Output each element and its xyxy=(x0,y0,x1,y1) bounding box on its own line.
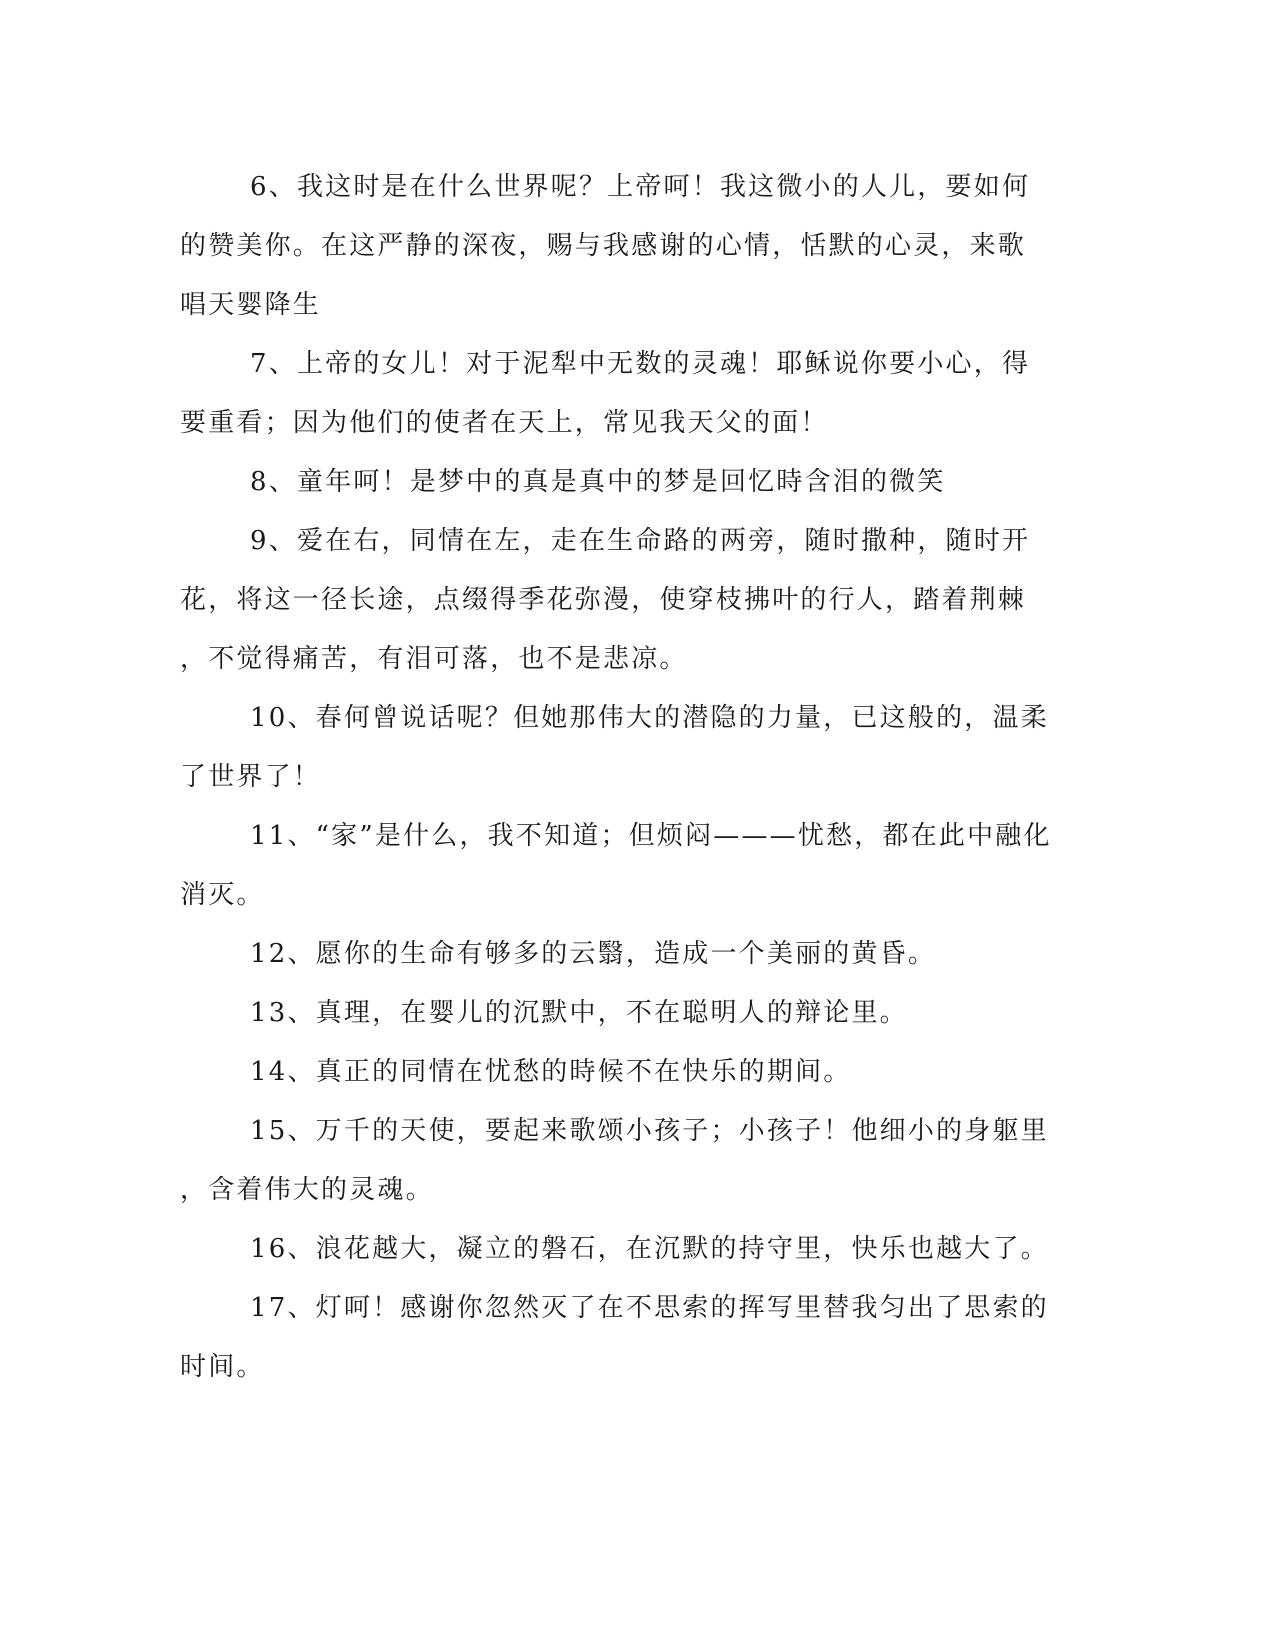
paragraph-15 xyxy=(180,1102,1049,1220)
paragraph-line: 13、真理，在婴儿的沉默中，不在聪明人的辩论里。 xyxy=(250,998,908,1028)
paragraph-9 xyxy=(180,512,1030,689)
paragraph-line: 16、浪花越大，凝立的磐石，在沉默的持守里，快乐也越大了。 xyxy=(250,1234,1049,1264)
paragraph-11 xyxy=(180,807,1052,925)
paragraph-line: 12、愿你的生命有够多的云翳，造成一个美丽的黄昏。 xyxy=(250,939,937,969)
paragraph-line: 15、万千的天使，要起来歌颂小孩子；小孩子！他细小的身躯里 xyxy=(250,1116,1049,1146)
paragraph-line: 7、上帝的女儿！对于泥犁中无数的灵魂！耶稣说你要小心，得 xyxy=(250,349,1031,379)
paragraph-line: 消灭。 xyxy=(180,880,265,910)
paragraph-line: 11、“家”是什么，我不知道；但烦闷———忧愁，都在此中融化 xyxy=(250,821,1052,851)
paragraph-7 xyxy=(180,335,1030,453)
paragraph-13 xyxy=(180,984,1030,1043)
paragraph-line: 9、爱在右，同情在左，走在生命路的两旁，随时撒种，随时开 xyxy=(250,526,1031,556)
paragraph-12 xyxy=(180,925,1030,984)
paragraph-line: 了世界了！ xyxy=(180,762,322,792)
paragraph-16 xyxy=(180,1220,1049,1279)
paragraph-line: 时间。 xyxy=(180,1352,265,1382)
paragraph-line: 唱天婴降生 xyxy=(180,290,322,320)
paragraph-8 xyxy=(180,453,1030,512)
paragraph-14 xyxy=(180,1043,1030,1102)
paragraph-6 xyxy=(180,158,1030,335)
paragraph-line: 17、灯呵！感谢你忽然灭了在不思索的挥写里替我匀出了思索的 xyxy=(250,1293,1049,1323)
paragraph-line: 要重看；因为他们的使者在天上，常见我天父的面！ xyxy=(180,408,829,438)
paragraph-line: ，含着伟大的灵魂。 xyxy=(180,1175,434,1205)
paragraph-line: 的赞美你。在这严静的深夜，赐与我感谢的心情，恬默的心灵，来歌 xyxy=(180,231,1027,261)
paragraph-line: 10、春何曾说话呢？但她那伟大的潜隐的力量，已这般的，温柔 xyxy=(250,703,1049,733)
paragraph-line: 6、我这时是在什么世界呢？上帝呵！我这微小的人儿，要如何 xyxy=(250,172,1031,202)
paragraph-line: ，不觉得痛苦，有泪可落，也不是悲凉。 xyxy=(180,644,688,674)
paragraph-list xyxy=(180,158,1052,1397)
paragraph-line: 8、童年呵！是梦中的真是真中的梦是回忆時含泪的微笑 xyxy=(250,467,946,497)
paragraph-line: 14、真正的同情在忧愁的時候不在快乐的期间。 xyxy=(250,1057,852,1087)
paragraph-10 xyxy=(180,689,1049,807)
paragraph-line: 花，将这一径长途，点缀得季花弥漫，使穿枝拂叶的行人，踏着荆棘 xyxy=(180,585,1027,615)
paragraph-17 xyxy=(180,1279,1049,1397)
